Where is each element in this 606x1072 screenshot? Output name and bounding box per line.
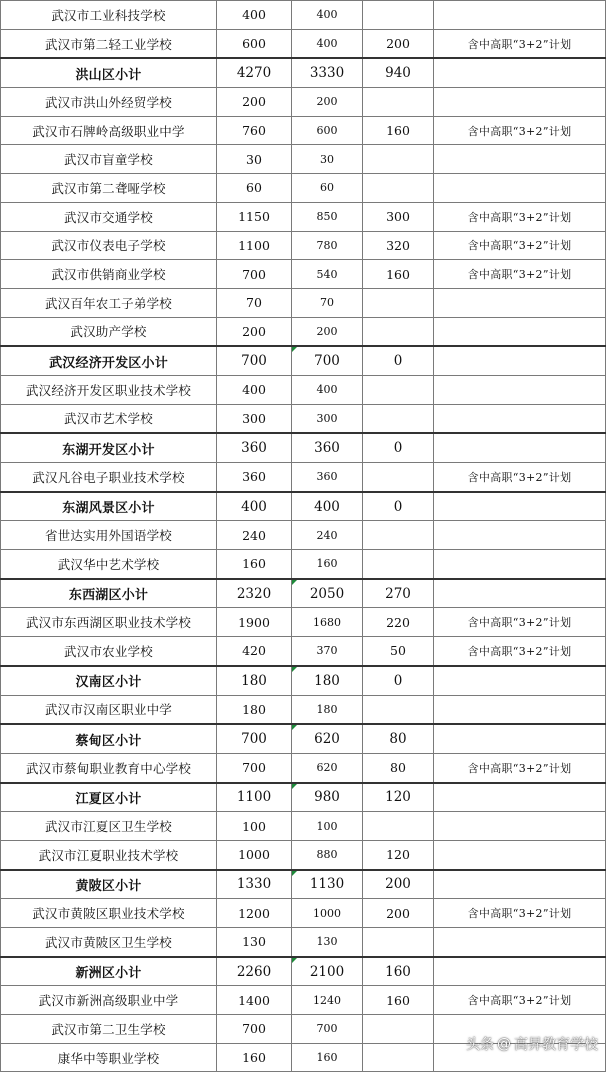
hv-plan-cell: 940 (363, 58, 434, 87)
general-plan-cell: 360 (292, 463, 363, 492)
school-name-cell: 武汉经济开发区小计 (1, 346, 217, 375)
school-name-cell: 新洲区小计 (1, 957, 217, 986)
hv-plan-cell (363, 88, 434, 117)
hv-plan-cell (363, 1043, 434, 1072)
hv-plan-cell (363, 1015, 434, 1044)
note-cell (434, 666, 606, 695)
table-row (1, 608, 606, 637)
school-name-cell: 武汉市黄陂区卫生学校 (1, 928, 217, 957)
hv-plan-cell (363, 317, 434, 346)
general-plan-cell: 180 (292, 695, 363, 724)
table-row (1, 288, 606, 317)
at-icon: @ (497, 1036, 511, 1052)
total-cell: 700 (217, 260, 292, 289)
note-cell: 含中高职“3+2”计划 (434, 608, 606, 637)
note-cell (434, 174, 606, 203)
table-row (1, 637, 606, 666)
hv-plan-cell: 120 (363, 783, 434, 812)
school-name-cell: 武汉助产学校 (1, 317, 217, 346)
school-name-cell: 武汉百年农工子弟学校 (1, 288, 217, 317)
school-name-cell: 武汉凡谷电子职业技术学校 (1, 463, 217, 492)
general-plan-cell: 360 (292, 433, 363, 462)
hv-plan-cell: 160 (363, 260, 434, 289)
table-body (1, 1, 606, 1072)
general-plan-cell: 400 (292, 29, 363, 58)
school-name-cell: 东湖风景区小计 (1, 492, 217, 521)
general-plan-cell: 880 (292, 840, 363, 869)
hv-plan-cell: 50 (363, 637, 434, 666)
table-row (1, 521, 606, 550)
total-cell: 1200 (217, 899, 292, 928)
school-name-cell: 武汉经济开发区职业技术学校 (1, 375, 217, 404)
table-row (1, 231, 606, 260)
school-name-cell: 武汉市江夏区卫生学校 (1, 812, 217, 841)
note-cell: 含中高职“3+2”计划 (434, 986, 606, 1015)
total-cell: 2260 (217, 957, 292, 986)
hv-plan-cell: 270 (363, 579, 434, 608)
general-plan-cell: 780 (292, 231, 363, 260)
table-row (1, 317, 606, 346)
school-name-cell: 武汉市第二聋哑学校 (1, 174, 217, 203)
subtotal-row (1, 433, 606, 462)
general-plan-cell: 700 (292, 346, 363, 375)
hv-plan-cell: 80 (363, 724, 434, 753)
school-name-cell: 武汉市农业学校 (1, 637, 217, 666)
table-row (1, 29, 606, 58)
general-plan-cell: 1000 (292, 899, 363, 928)
total-cell: 700 (217, 753, 292, 782)
note-cell (434, 695, 606, 724)
general-plan-cell: 850 (292, 202, 363, 231)
total-cell: 400 (217, 1, 292, 30)
table-row (1, 260, 606, 289)
subtotal-row (1, 783, 606, 812)
total-cell: 1400 (217, 986, 292, 1015)
subtotal-row (1, 724, 606, 753)
watermark-prefix: 头条 (466, 1037, 494, 1053)
table-row (1, 899, 606, 928)
school-name-cell: 武汉市洪山外经贸学校 (1, 88, 217, 117)
hv-plan-cell (363, 174, 434, 203)
table-row (1, 174, 606, 203)
general-plan-cell: 620 (292, 724, 363, 753)
school-name-cell: 武汉市蔡甸职业教育中心学校 (1, 753, 217, 782)
note-cell (434, 521, 606, 550)
general-plan-cell: 400 (292, 375, 363, 404)
table-row (1, 145, 606, 174)
note-cell (434, 317, 606, 346)
total-cell: 420 (217, 637, 292, 666)
total-cell: 1150 (217, 202, 292, 231)
total-cell: 700 (217, 1015, 292, 1044)
school-name-cell: 武汉市艺术学校 (1, 404, 217, 433)
total-cell: 4270 (217, 58, 292, 87)
hv-plan-cell (363, 375, 434, 404)
total-cell: 600 (217, 29, 292, 58)
general-plan-cell: 540 (292, 260, 363, 289)
general-plan-cell: 200 (292, 317, 363, 346)
school-name-cell: 武汉市工业科技学校 (1, 1, 217, 30)
hv-plan-cell: 200 (363, 29, 434, 58)
note-cell (434, 375, 606, 404)
note-cell: 含中高职“3+2”计划 (434, 29, 606, 58)
hv-plan-cell: 200 (363, 870, 434, 899)
school-name-cell: 省世达实用外国语学校 (1, 521, 217, 550)
general-plan-cell: 300 (292, 404, 363, 433)
subtotal-row (1, 346, 606, 375)
general-plan-cell: 30 (292, 145, 363, 174)
hv-plan-cell: 160 (363, 957, 434, 986)
table-row (1, 695, 606, 724)
total-cell: 1100 (217, 783, 292, 812)
hv-plan-cell (363, 1, 434, 30)
hv-plan-cell: 200 (363, 899, 434, 928)
school-name-cell: 东湖开发区小计 (1, 433, 217, 462)
total-cell: 300 (217, 404, 292, 433)
note-cell (434, 1, 606, 30)
note-cell: 含中高职“3+2”计划 (434, 202, 606, 231)
school-name-cell: 武汉市东西湖区职业技术学校 (1, 608, 217, 637)
note-cell (434, 579, 606, 608)
hv-plan-cell: 0 (363, 666, 434, 695)
note-cell (434, 550, 606, 579)
school-name-cell: 武汉华中艺术学校 (1, 550, 217, 579)
general-plan-cell: 1240 (292, 986, 363, 1015)
general-plan-cell: 980 (292, 783, 363, 812)
hv-plan-cell (363, 812, 434, 841)
note-cell (434, 404, 606, 433)
table-row (1, 812, 606, 841)
general-plan-cell: 600 (292, 116, 363, 145)
note-cell (434, 346, 606, 375)
note-cell: 含中高职“3+2”计划 (434, 753, 606, 782)
total-cell: 160 (217, 1043, 292, 1072)
school-name-cell: 东西湖区小计 (1, 579, 217, 608)
table-row (1, 550, 606, 579)
hv-plan-cell: 320 (363, 231, 434, 260)
total-cell: 360 (217, 463, 292, 492)
subtotal-row (1, 957, 606, 986)
general-plan-cell: 180 (292, 666, 363, 695)
note-cell (434, 783, 606, 812)
total-cell: 360 (217, 433, 292, 462)
note-cell (434, 928, 606, 957)
school-name-cell: 汉南区小计 (1, 666, 217, 695)
total-cell: 100 (217, 812, 292, 841)
total-cell: 760 (217, 116, 292, 145)
table-row (1, 1, 606, 30)
total-cell: 2320 (217, 579, 292, 608)
general-plan-cell: 400 (292, 492, 363, 521)
general-plan-cell: 100 (292, 812, 363, 841)
total-cell: 60 (217, 174, 292, 203)
total-cell: 240 (217, 521, 292, 550)
general-plan-cell: 370 (292, 637, 363, 666)
hv-plan-cell: 160 (363, 986, 434, 1015)
subtotal-row (1, 58, 606, 87)
school-name-cell: 武汉市汉南区职业中学 (1, 695, 217, 724)
school-name-cell: 武汉市石牌岭高级职业中学 (1, 116, 217, 145)
note-cell (434, 957, 606, 986)
general-plan-cell: 1680 (292, 608, 363, 637)
note-cell: 含中高职“3+2”计划 (434, 260, 606, 289)
hv-plan-cell: 0 (363, 346, 434, 375)
subtotal-row (1, 492, 606, 521)
note-cell: 含中高职“3+2”计划 (434, 463, 606, 492)
table-row (1, 928, 606, 957)
general-plan-cell: 1130 (292, 870, 363, 899)
hv-plan-cell (363, 550, 434, 579)
general-plan-cell: 70 (292, 288, 363, 317)
school-name-cell: 黄陂区小计 (1, 870, 217, 899)
note-cell (434, 88, 606, 117)
general-plan-cell: 160 (292, 1043, 363, 1072)
total-cell: 200 (217, 88, 292, 117)
subtotal-row (1, 579, 606, 608)
watermark-account: 高昇教育学校 (514, 1037, 598, 1053)
total-cell: 1100 (217, 231, 292, 260)
table-row (1, 202, 606, 231)
total-cell: 130 (217, 928, 292, 957)
note-cell (434, 870, 606, 899)
total-cell: 180 (217, 666, 292, 695)
note-cell: 含中高职“3+2”计划 (434, 231, 606, 260)
table-row (1, 986, 606, 1015)
total-cell: 400 (217, 492, 292, 521)
subtotal-row (1, 666, 606, 695)
total-cell: 400 (217, 375, 292, 404)
table-row (1, 753, 606, 782)
table-row (1, 840, 606, 869)
general-plan-cell: 3330 (292, 58, 363, 87)
school-name-cell: 武汉市第二轻工业学校 (1, 29, 217, 58)
total-cell: 700 (217, 346, 292, 375)
general-plan-cell: 130 (292, 928, 363, 957)
hv-plan-cell: 300 (363, 202, 434, 231)
table-row (1, 404, 606, 433)
school-name-cell: 江夏区小计 (1, 783, 217, 812)
school-name-cell: 康华中等职业学校 (1, 1043, 217, 1072)
general-plan-cell: 2050 (292, 579, 363, 608)
general-plan-cell: 160 (292, 550, 363, 579)
note-cell (434, 145, 606, 174)
subtotal-row (1, 870, 606, 899)
hv-plan-cell: 0 (363, 492, 434, 521)
school-name-cell: 武汉市盲童学校 (1, 145, 217, 174)
hv-plan-cell (363, 521, 434, 550)
hv-plan-cell: 160 (363, 116, 434, 145)
hv-plan-cell (363, 145, 434, 174)
total-cell: 700 (217, 724, 292, 753)
table-row (1, 88, 606, 117)
table-row (1, 463, 606, 492)
hv-plan-cell: 0 (363, 433, 434, 462)
note-cell (434, 288, 606, 317)
general-plan-cell: 400 (292, 1, 363, 30)
school-name-cell: 武汉市江夏职业技术学校 (1, 840, 217, 869)
general-plan-cell: 200 (292, 88, 363, 117)
note-cell (434, 724, 606, 753)
note-cell (434, 58, 606, 87)
general-plan-cell: 240 (292, 521, 363, 550)
school-name-cell: 武汉市新洲高级职业中学 (1, 986, 217, 1015)
note-cell (434, 433, 606, 462)
note-cell (434, 812, 606, 841)
hv-plan-cell (363, 404, 434, 433)
general-plan-cell: 2100 (292, 957, 363, 986)
general-plan-cell: 620 (292, 753, 363, 782)
hv-plan-cell: 80 (363, 753, 434, 782)
total-cell: 180 (217, 695, 292, 724)
total-cell: 70 (217, 288, 292, 317)
note-cell: 含中高职“3+2”计划 (434, 637, 606, 666)
school-name-cell: 洪山区小计 (1, 58, 217, 87)
total-cell: 1330 (217, 870, 292, 899)
school-name-cell: 武汉市黄陂区职业技术学校 (1, 899, 217, 928)
hv-plan-cell: 120 (363, 840, 434, 869)
table-row (1, 375, 606, 404)
school-name-cell: 武汉市仪表电子学校 (1, 231, 217, 260)
total-cell: 200 (217, 317, 292, 346)
hv-plan-cell (363, 695, 434, 724)
note-cell (434, 840, 606, 869)
total-cell: 1000 (217, 840, 292, 869)
hv-plan-cell (363, 288, 434, 317)
watermark (466, 1031, 598, 1057)
note-cell: 含中高职“3+2”计划 (434, 116, 606, 145)
table-row (1, 116, 606, 145)
total-cell: 1900 (217, 608, 292, 637)
general-plan-cell: 700 (292, 1015, 363, 1044)
school-name-cell: 武汉市供销商业学校 (1, 260, 217, 289)
hv-plan-cell: 220 (363, 608, 434, 637)
total-cell: 160 (217, 550, 292, 579)
general-plan-cell: 60 (292, 174, 363, 203)
total-cell: 30 (217, 145, 292, 174)
note-cell (434, 492, 606, 521)
hv-plan-cell (363, 463, 434, 492)
school-name-cell: 武汉市第二卫生学校 (1, 1015, 217, 1044)
note-cell: 含中高职“3+2”计划 (434, 899, 606, 928)
school-name-cell: 蔡甸区小计 (1, 724, 217, 753)
hv-plan-cell (363, 928, 434, 957)
school-name-cell: 武汉市交通学校 (1, 202, 217, 231)
